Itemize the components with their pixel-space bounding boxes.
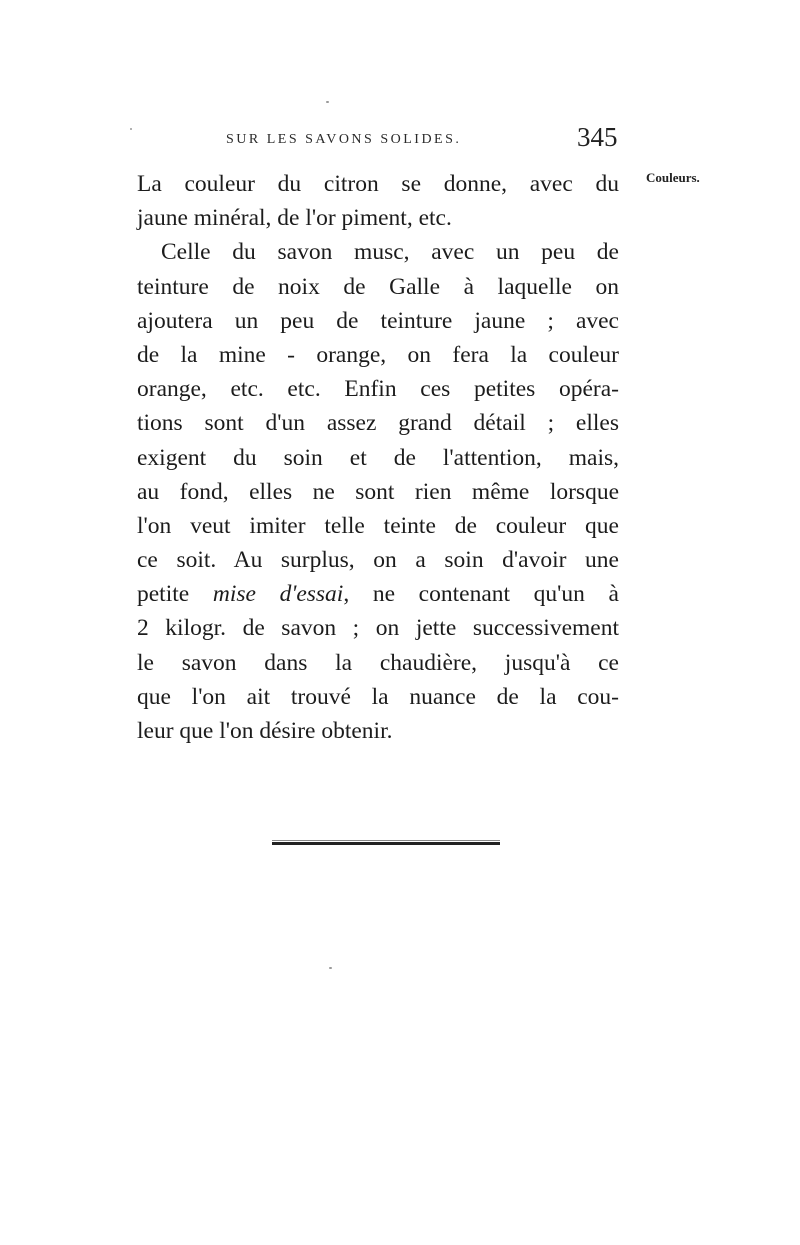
text-line-pre: au fond, elles ne sont rien même lorsque (137, 478, 619, 505)
text-line (137, 646, 619, 680)
text-line (137, 372, 619, 406)
text-line-pre: leur que l'on désire obtenir. (137, 718, 393, 744)
section-divider (272, 842, 500, 845)
text-line (137, 475, 619, 509)
text-line-pre: teinture de noix de Galle à laquelle on (137, 273, 619, 300)
text-line (137, 680, 619, 714)
text-line (137, 338, 619, 372)
text-line-pre: Celle du savon musc, avec un peu de (161, 239, 619, 266)
text-line-pre: ce soit. Au surplus, on a soin d'avoir une (137, 547, 619, 574)
text-line-pre: tions sont d'un assez grand détail ; elles (137, 410, 619, 437)
paper-speck (130, 128, 132, 130)
text-line-pre: ajoutera un peu de teinture jaune ; avec (137, 307, 619, 334)
text-line (137, 441, 619, 475)
text-line-pre: orange, etc. etc. Enfin ces petites opéra- (137, 376, 619, 403)
text-line-post: , ne contenant qu'un à (343, 581, 619, 608)
text-line-pre: exigent du soin et de l'attention, mais, (137, 444, 619, 471)
text-line-pre: que l'on ait trouvé la nuance de la cou- (137, 683, 619, 710)
text-line-pre: jaune minéral, de l'or piment, etc. (137, 205, 452, 232)
text-line (137, 167, 619, 201)
text-line (137, 577, 619, 611)
text-line-pre: La couleur du citron se donne, avec du (137, 171, 619, 197)
text-line (137, 235, 619, 269)
text-line (137, 406, 619, 440)
text-line-pre: l'on veut imiter telle teinte de couleur que (137, 512, 619, 539)
page-number: 345 (577, 122, 618, 152)
paper-speck (329, 967, 332, 969)
text-line-pre: petite (137, 581, 213, 608)
text-line (137, 509, 619, 543)
text-line (137, 201, 619, 235)
body-text (137, 167, 619, 748)
text-line-pre: 2 kilogr. de savon ; on jette successivement (137, 615, 619, 642)
text-line (137, 270, 619, 304)
paper-speck (326, 101, 329, 103)
text-line (137, 714, 619, 748)
text-line (137, 304, 619, 338)
text-line (137, 611, 619, 645)
margin-note: Couleurs. (646, 170, 700, 185)
text-line-pre: le savon dans la chaudière, jusqu'à ce (137, 649, 619, 676)
running-head: SUR LES SAVONS SOLIDES. (226, 132, 462, 147)
italic-term: mise d'essai (212, 581, 344, 608)
text-line (137, 543, 619, 577)
text-line-pre: de la mine - orange, on fera la couleur (137, 341, 619, 368)
